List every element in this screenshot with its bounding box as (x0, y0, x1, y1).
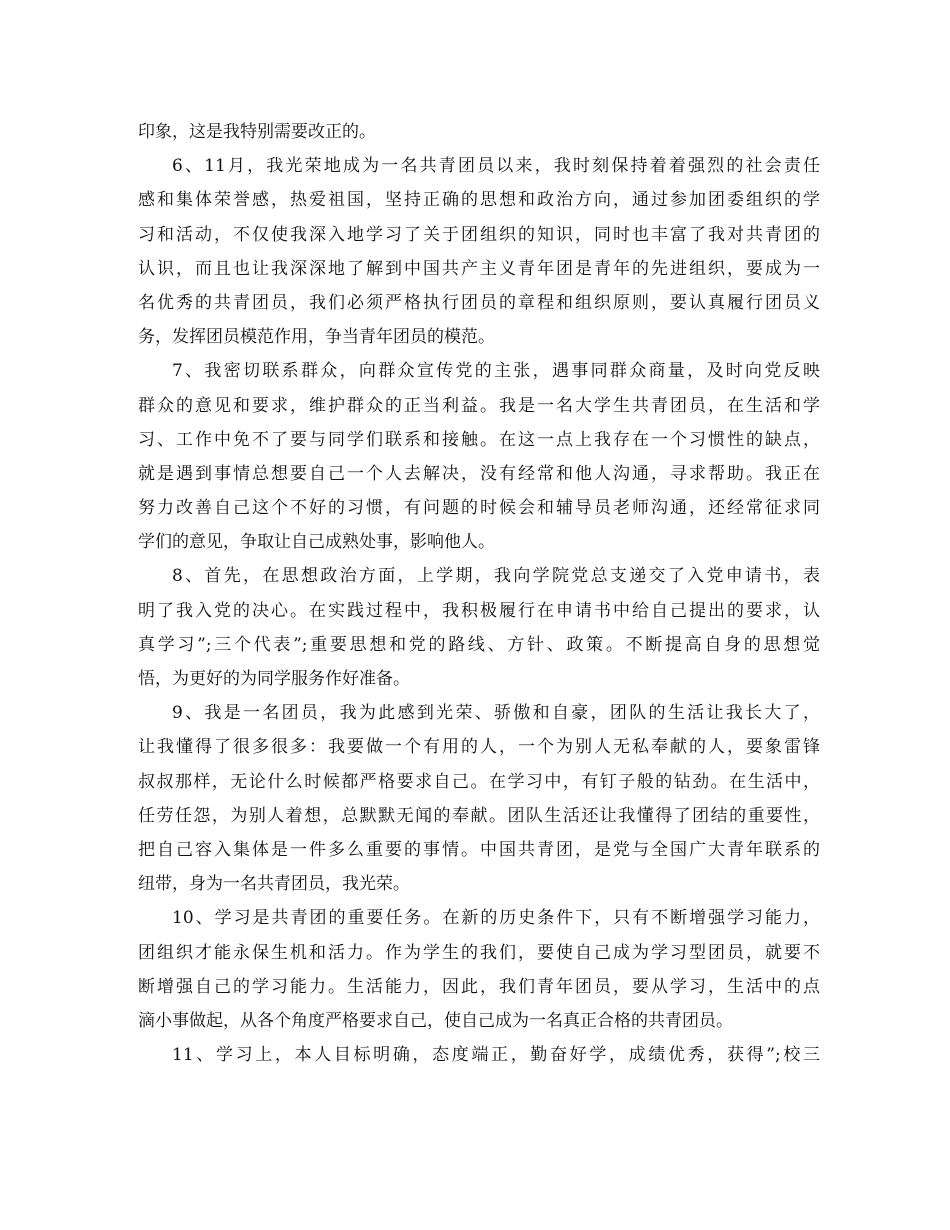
text-line: 学们的意见，争取让自己成熟处事，影响他人。 (138, 532, 495, 553)
text-line: 习和活动，不仅使我深入地学习了关于团组织的知识，同时也丰富了我对共青团的 (138, 224, 820, 245)
text-line: 叔叔那样，无论什么时候都严格要求自己。在学习中，有钉子般的钻劲。在生活中， (138, 771, 820, 792)
text-line: 纽带，身为一名共青团员，我光荣。 (138, 874, 410, 895)
text-line: 断增强自己的学习能力。生活能力，因此，我们青年团员，要从学习，生活中的点 (138, 976, 820, 997)
paragraph-8-first-line: 8、首先，在思想政治方面，上学期，我向学院党总支递交了入党申请书，表 (172, 566, 820, 587)
text-line: 团组织才能永保生机和活力。作为学生的我们，要使自己成为学习型团员，就要不 (138, 942, 820, 963)
text-line: 悟，为更好的为同学服务作好准备。 (138, 669, 410, 689)
paragraph-11-first-line: 11、学习上，本人目标明确，态度端正，勤奋好学，成绩优秀，获得”;校三 (172, 1045, 820, 1066)
paragraph-7-first-line: 7、我密切联系群众，向群众宣传党的主张，遇事同群众商量，及时向党反映 (172, 361, 820, 382)
text-line: 努力改善自己这个不好的习惯，有问题的时候会和辅导员老师沟通，还经常征求同 (138, 498, 820, 519)
text-line: 让我懂得了很多很多：我要做一个有用的人，一个为别人无私奉献的人，要象雷锋 (138, 737, 820, 758)
paragraph-6-first-line: 6、11月，我光荣地成为一名共青团员以来，我时刻保持着着强烈的社会责任 (172, 156, 820, 177)
paragraph-10-first-line: 10、学习是共青团的重要任务。在新的历史条件下，只有不断增强学习能力， (172, 908, 820, 929)
text-line: 群众的意见和要求，维护群众的正当利益。我是一名大学生共青团员，在生活和学 (138, 395, 820, 416)
text-line: 感和集体荣誉感，热爱祖国，坚持正确的思想和政治方向，通过参加团委组织的学 (138, 190, 820, 211)
text-line: 习、工作中免不了要与同学们联系和接触。在这一点上我存在一个习惯性的缺点， (138, 429, 820, 450)
text-line: 务，发挥团员模范作用，争当青年团员的模范。 (138, 327, 495, 348)
text-line: 任劳任怨，为别人着想，总默默无闻的奉献。团队生活还让我懂得了团结的重要性， (138, 805, 820, 826)
paragraph-9-first-line: 9、我是一名团员，我为此感到光荣、骄傲和自豪，团队的生活让我长大了， (172, 703, 820, 724)
document-page (138, 115, 820, 1072)
text-line: 真学习”;三个代表”;重要思想和党的路线、方针、政策。不断提高自身的思想觉 (138, 634, 820, 655)
text-line: 认识，而且也让我深深地了解到中国共产主义青年团是青年的先进组织，要成为一 (138, 258, 820, 279)
text-line: 就是遇到事情总想要自己一个人去解决，没有经常和他人沟通，寻求帮助。我正在 (138, 463, 820, 484)
text-line: 滴小事做起，从各个角度严格要求自己，使自己成为一名真正合格的共青团员。 (138, 1010, 733, 1031)
text-line: 把自己容入集体是一件多么重要的事情。中国共青团，是党与全国广大青年联系的 (138, 839, 820, 860)
text-line: 印象，这是我特别需要改正的。 (138, 122, 376, 142)
text-line: 明了我入党的决心。在实践过程中，我积极履行在申请书中给自己提出的要求，认 (138, 600, 820, 621)
text-line: 名优秀的共青团员，我们必须严格执行团员的章程和组织原则，要认真履行团员义 (138, 292, 820, 313)
